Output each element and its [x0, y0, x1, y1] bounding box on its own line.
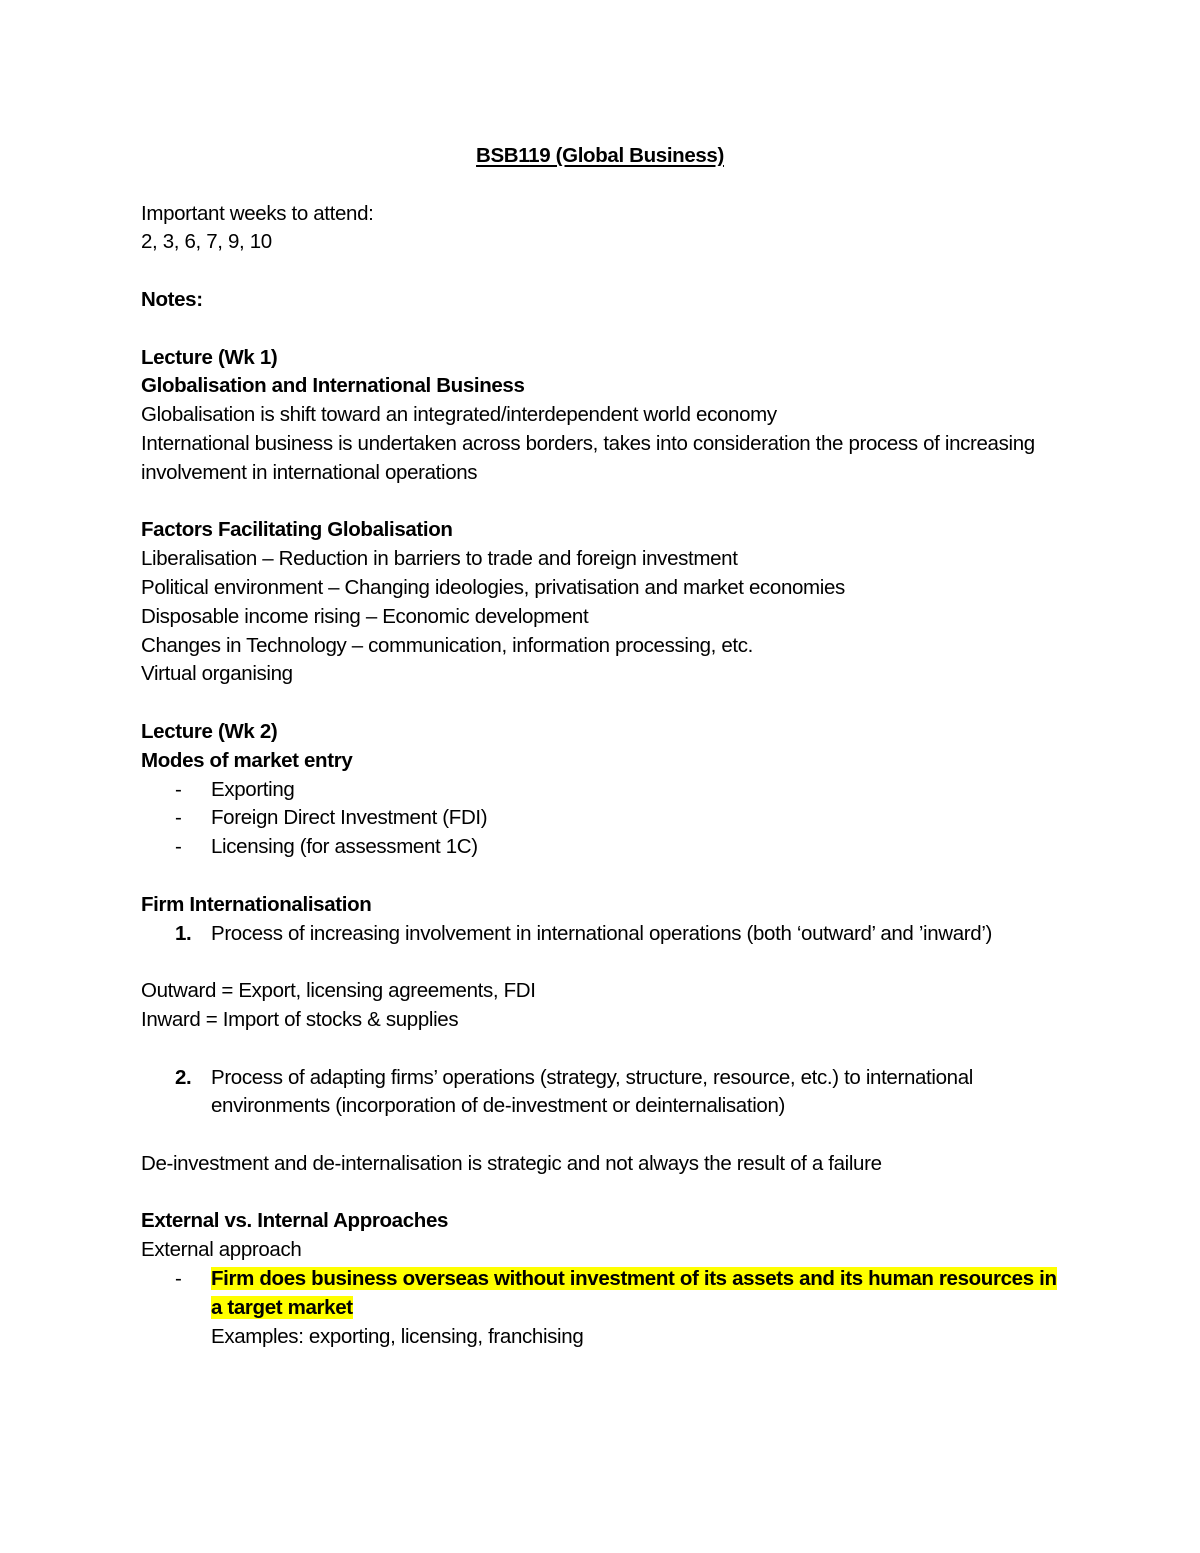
list-item	[141, 1265, 1071, 1323]
bullet-marker: -	[175, 1267, 182, 1291]
list-item	[141, 776, 1071, 805]
spacer	[141, 689, 1071, 718]
factor-item: Changes in Technology – communication, information processing, etc.	[141, 633, 754, 657]
examples-text: Examples: exporting, licensing, franchising	[211, 1324, 584, 1348]
important-weeks-label: Important weeks to attend:	[141, 201, 374, 225]
number-marker: 2.	[175, 1065, 192, 1089]
globalisation-heading: Globalisation and International Business	[141, 374, 525, 398]
deinvestment-note: De-investment and de-internalisation is strategic and not always the result of a failure	[141, 1151, 882, 1175]
market-entry-heading: Modes of market entry	[141, 748, 353, 772]
factor-item: Disposable income rising – Economic development	[141, 604, 589, 628]
approaches-heading: External vs. Internal Approaches	[141, 1209, 449, 1233]
factor-item: Virtual organising	[141, 662, 293, 686]
notes-label: Notes:	[141, 287, 203, 311]
number-marker: 1.	[175, 921, 192, 945]
spacer	[141, 315, 1071, 344]
factor-item: Political environment – Changing ideologies, privatisation and market economies	[141, 575, 845, 599]
international-business-definition: International business is undertaken across borders, takes into consideration the process of increasing involvement in international operations	[141, 431, 1035, 484]
spacer	[141, 171, 1071, 200]
list-item-text: Foreign Direct Investment (FDI)	[211, 806, 488, 830]
spacer	[141, 1179, 1071, 1208]
lecture-wk2-label: Lecture (Wk 2)	[141, 719, 278, 743]
spacer	[141, 488, 1071, 517]
bullet-marker: -	[175, 835, 182, 859]
firm-internationalisation-heading: Firm Internationalisation	[141, 892, 372, 916]
lecture-wk1-label: Lecture (Wk 1)	[141, 345, 278, 369]
numbered-item	[141, 1064, 1071, 1122]
document-page	[141, 142, 1071, 1351]
list-item	[141, 804, 1071, 833]
highlighted-text: Firm does business overseas without investment of its assets and its human resources in a target market	[211, 1267, 1057, 1319]
outward-definition: Outward = Export, licensing agreements, FDI	[141, 979, 536, 1003]
spacer	[141, 1035, 1071, 1064]
spacer	[141, 862, 1071, 891]
external-approach-label: External approach	[141, 1238, 302, 1262]
list-item	[141, 833, 1071, 862]
numbered-item-text: Process of increasing involvement in international operations (both ‘outward’ and ’inward’)	[211, 921, 992, 945]
inward-definition: Inward = Import of stocks & supplies	[141, 1007, 459, 1031]
spacer	[141, 1121, 1071, 1150]
bullet-marker: -	[175, 777, 182, 801]
list-item-text: Exporting	[211, 777, 295, 801]
numbered-item	[141, 920, 1071, 949]
globalisation-definition: Globalisation is shift toward an integrated/interdependent world economy	[141, 403, 777, 427]
important-weeks-list: 2, 3, 6, 7, 9, 10	[141, 230, 272, 254]
list-item-text	[211, 1265, 1071, 1323]
document-title: BSB119 (Global Business)	[476, 144, 724, 167]
factor-item: Liberalisation – Reduction in barriers to trade and foreign investment	[141, 547, 738, 571]
bullet-marker: -	[175, 806, 182, 830]
spacer	[141, 948, 1071, 977]
list-item-text: Licensing (for assessment 1C)	[211, 835, 478, 859]
factors-heading: Factors Facilitating Globalisation	[141, 518, 453, 542]
numbered-item-text: Process of adapting firms’ operations (strategy, structure, resource, etc.) to international environments (incorporation of de-investment or deinternalisation)	[211, 1065, 973, 1118]
spacer	[141, 257, 1071, 286]
